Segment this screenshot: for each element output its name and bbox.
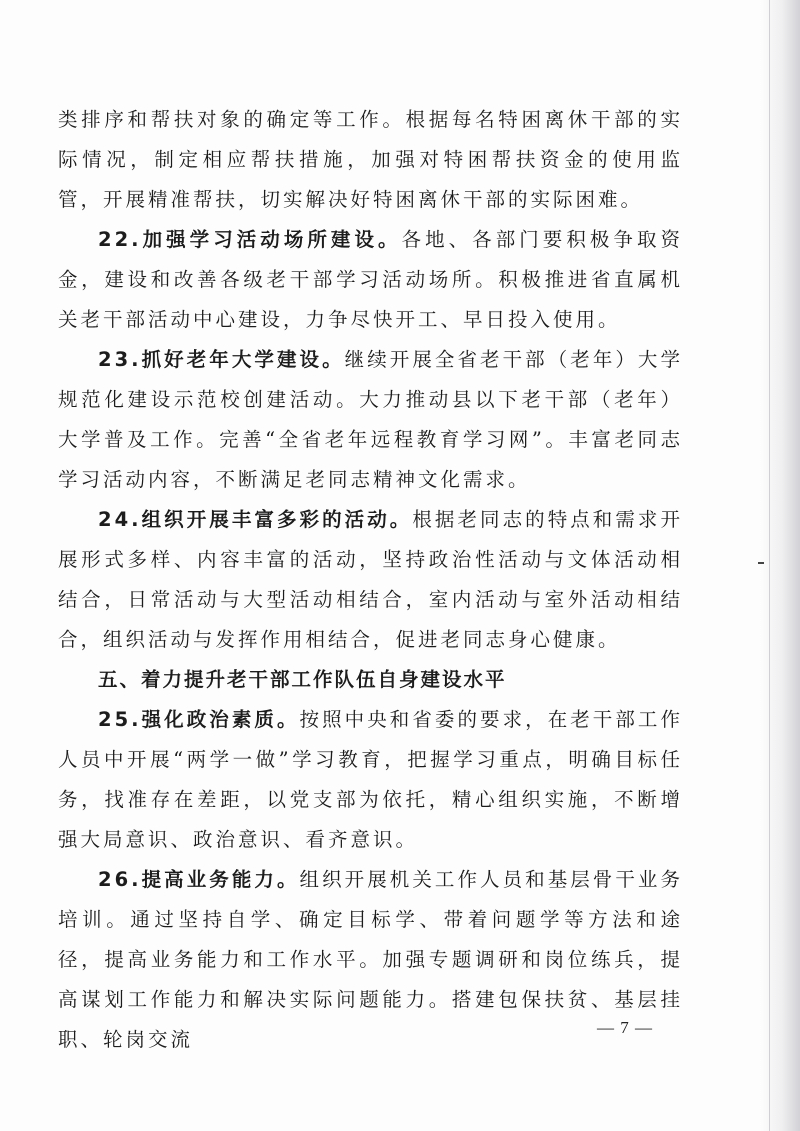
paragraph-item-25 [58,700,683,860]
paragraph-item-24 [58,500,683,660]
item-25-lead: 25.强化政治素质。 [98,708,300,731]
section-5-heading: 五、着力提升老干部工作队伍自身建设水平 [98,668,507,691]
paragraph-item-22 [58,220,683,340]
item-26-lead: 26.提高业务能力。 [98,868,300,891]
item-22-lead: 22.加强学习活动场所建设。 [98,228,402,251]
item-22-body: 各地、各部门要积极争取资金，建设和改善各级老干部学习活动场所。积极推进省直属机关老干部活动中心建设，力争尽快开工、早日投入使用。 [58,228,683,331]
item-26-body: 组织开展机关工作人员和基层骨干业务培训。通过坚持自学、确定目标学、带着问题学等方法和途径，提高业务能力和工作水平。加强专题调研和岗位练兵，提高谋划工作能力和解决实际问题能力。搭建包保扶贫、基层挂职、轮岗交流 [58,868,683,1051]
item-24-body: 根据老同志的特点和需求开展形式多样、内容丰富的活动，坚持政治性活动与文体活动相结合，日常活动与大型活动相结合，室内活动与室外活动相结合，组织活动与发挥作用相结合，促进老同志身心健康。 [58,508,683,651]
item-25-body: 按照中央和省委的要求，在老干部工作人员中开展“两学一做”学习教育，把握学习重点，明确目标任务，找准存在差距，以党支部为依托，精心组织实施，不断增强大局意识、政治意识、看齐意识。 [58,708,683,851]
item-23-body: 继续开展全省老干部（老年）大学规范化建设示范校创建活动。大力推动县以下老干部（老年）大学普及工作。完善“全省老年远程教育学习网”。丰富老同志学习活动内容，不断满足老同志精神文化需求。 [58,348,683,491]
paragraph-continuation: 类排序和帮扶对象的确定等工作。根据每名特困离休干部的实际情况，制定相应帮扶措施，加强对特困帮扶资金的使用监管，开展精准帮扶，切实解决好特困离休干部的实际困难。 [58,108,683,211]
scan-mark [758,562,764,564]
scan-edge-shadow [760,0,800,1131]
item-23-lead: 23.抓好老年大学建设。 [98,348,345,371]
paragraph-item-23 [58,340,683,500]
page-number: — 7 — [597,1018,653,1037]
body-text [58,100,683,1060]
scan-edge-line [769,0,770,1131]
item-24-lead: 24.组织开展丰富多彩的活动。 [98,508,413,531]
